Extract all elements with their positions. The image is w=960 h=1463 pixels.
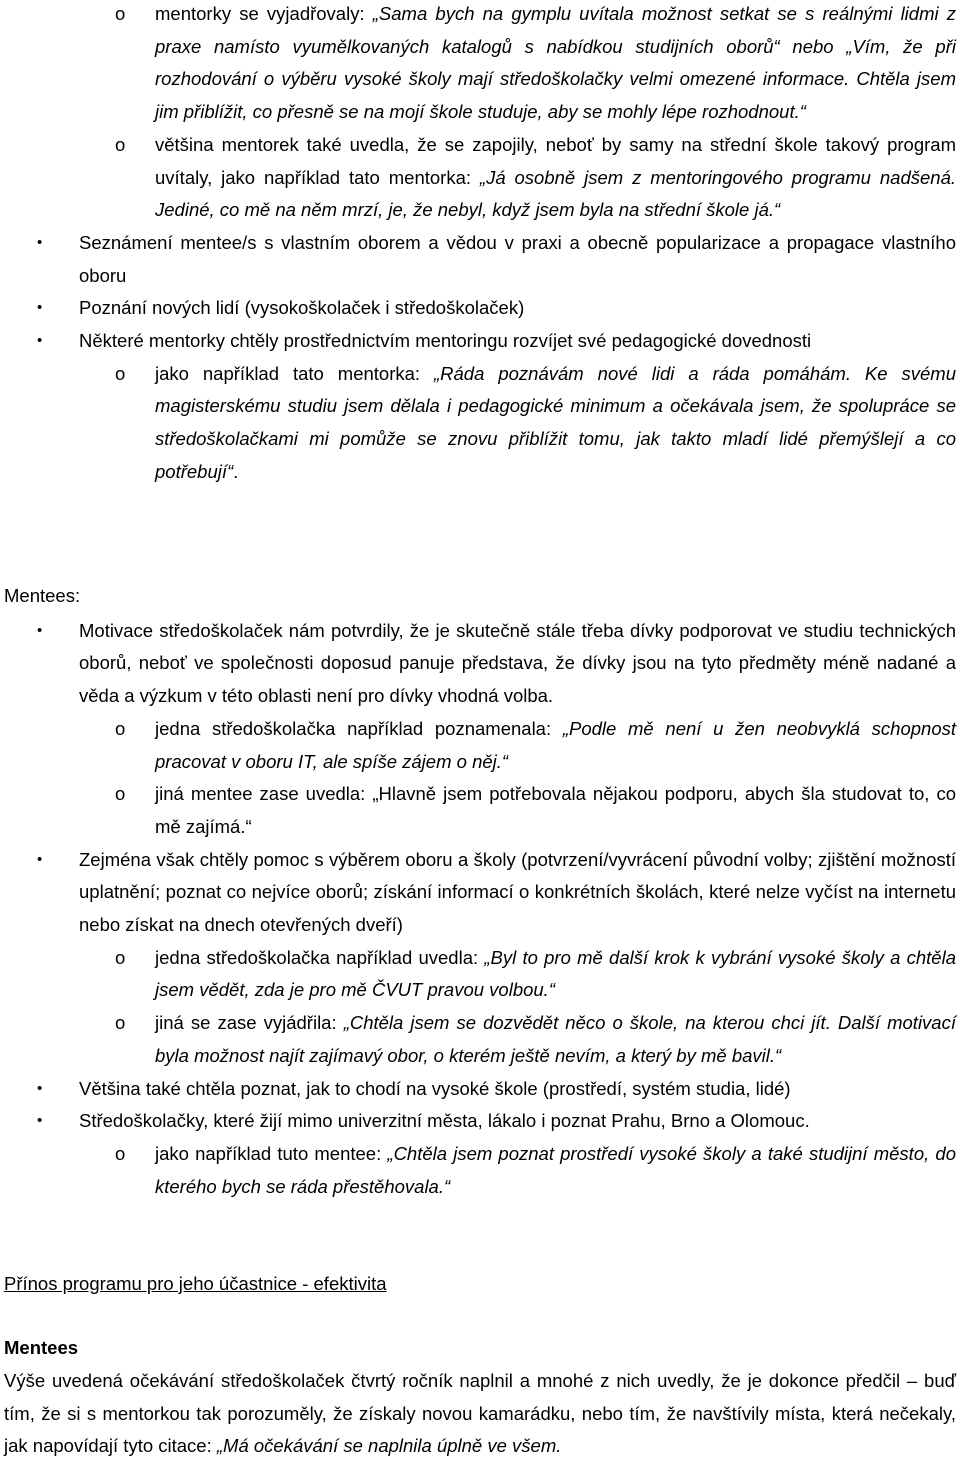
list-text: . (233, 460, 239, 482)
bullet-marker: • (37, 850, 43, 868)
list-text: Většina také chtěla poznat, jak to chodí na vysoké škole (prostředí, systém studia, lidé) (79, 1077, 791, 1099)
final-paragraph (0, 1365, 956, 1463)
list-text: jako například tuto mentee: (155, 1142, 388, 1164)
paragraph-text: Výše uvedená očekávání středoškolaček čtvrtý ročník naplnil a mnohé z nich uvedly, že je dokonce předčil – buď tím, že si s mentorkou tak porozuměly, že získaly novou kamarádku, nebo tím, že navštívily místa, která nečekaly, jak napovídají tyto citace: (4, 1370, 956, 1457)
sub-bullet-it-quote (0, 713, 956, 778)
list-text: jako například tato mentorka: (155, 362, 434, 384)
list-text: Seznámení mentee/s s vlastním oborem a vědou v praxi a obecně popularizace a propagace vlastního oboru (79, 231, 956, 286)
bullet-pedagogical-skills (0, 325, 956, 358)
list-text: Poznání nových lidí (vysokoškolaček i středoškolaček) (79, 297, 525, 319)
bullet-motivation-support (0, 615, 956, 713)
bullet-marker: • (37, 332, 43, 350)
list-text: Zejména však chtěly pomoc s výběrem oboru a školy (potvrzení/vyvrácení původní volby; zjištění možností uplatnění; poznat co nejvíce oborů; získání informací o konkrétních školách, které nelze vyčíst na internetu nebo získat na dnech otevřených dveří) (79, 848, 956, 936)
list-text: jedna středoškolačka například poznamenala: (155, 717, 563, 739)
list-text: jiná mentee zase uvedla: „Hlavně jsem potřebovala nějakou podporu, abych šla studovat to, co mě zajímá.“ (155, 783, 956, 837)
sub-bullet-pedagogical-quote (0, 358, 956, 489)
sub-bullet-school-quote (0, 1007, 956, 1072)
bullet-marker: • (37, 299, 43, 317)
bullet-introduction-field (0, 227, 956, 292)
bullet-marker: • (37, 1112, 43, 1130)
bullet-cities (0, 1105, 956, 1138)
sub-bullet-marker: o (115, 946, 126, 968)
bullet-university-life (0, 1073, 956, 1106)
bullet-meeting-people (0, 292, 956, 325)
quote: „Byl to pro mě další krok k vybrání vysoké školy a chtěla jsem vědět, zda je pro mě ČVUT pravou volbou.“ (155, 946, 956, 1001)
subheading-block (0, 1332, 960, 1365)
quote: „Má očekávání se naplnila úplně ve všem. (216, 1435, 562, 1457)
quote: „Ráda poznávám nové lidi a ráda pomáhám. Ke svému magisterskému studiu jsem dělala i pedagogické minimum a očekávala jsem, že spolupráce se středoškolačkami mi pomůže se znovu přiblížit tomu, jak takto mladí lidé přemýšlejí a co potřebují“ (155, 362, 956, 482)
sub-bullet-marker: o (115, 133, 126, 155)
sub-bullet-marker: o (115, 1012, 126, 1034)
sub-bullet-marker: o (115, 717, 126, 739)
bullet-marker: • (37, 1079, 43, 1097)
list-text: Motivace středoškolaček nám potvrdily, že je skutečně stále třeba dívky podporovat ve studiu technických oborů, neboť ve společnosti doposud panuje představa, že dívky jsou na tyto předměty méně nadané a věda a výzkum v této oblasti není pro dívky vhodná volba. (79, 619, 956, 707)
sub-bullet-support-quote (0, 778, 956, 843)
quote: „Já osobně jsem z mentoringového programu nadšená. Jediné, co mě na něm mrzí, je, že nebyl, když jsem byla na střední škole já.“ (155, 166, 956, 221)
sub-bullet-mentor-would-welcome (0, 129, 956, 227)
mentor-motivation-list (0, 0, 956, 489)
sub-bullet-cvut-quote (0, 942, 956, 1007)
quote: „Chtěla jsem poznat prostředí vysoké školy a také studijní město, do kterého bych se ráda přestěhovala.“ (155, 1142, 956, 1197)
list-text: jedna středoškolačka například uvedla: (155, 946, 485, 968)
list-text: mentorky se vyjadřovaly: (155, 3, 373, 24)
section-heading-block (0, 1268, 960, 1301)
mentees-list-section (0, 580, 956, 1203)
bullet-marker: • (37, 621, 43, 639)
list-text: Některé mentorky chtěly prostřednictvím mentoringu rozvíjet své pedagogické dovednosti (79, 330, 812, 352)
sub-bullet-city-quote (0, 1138, 956, 1203)
sub-bullet-marker: o (115, 783, 126, 805)
list-text: Středoškolačky, které žijí mimo univerzitní města, lákalo i poznat Prahu, Brno a Olomouc. (79, 1110, 810, 1132)
list-text: jiná se zase vyjádřila: (155, 1012, 344, 1034)
mentees-heading: Mentees: (4, 585, 81, 606)
list-text: většina mentorek také uvedla, že se zapojily, neboť by samy na střední škole takový program uvítaly, jako například tato mentorka: (155, 133, 956, 188)
sub-heading: Mentees (4, 1337, 79, 1358)
quote: „Sama bych na gymplu uvítala možnost setkat se s reálnými lidmi z praxe namísto vyumělkovaných katalogů s nabídkou studijních oborů“ nebo „Vím, že při rozhodování o výběru vysoké školy mají středoškolačky velmi omezené informace. Chtěla jsem jim přiblížit, co přesně se na mojí škole studuje, aby se mohly lépe rozhodnout.“ (155, 3, 957, 123)
sub-bullet-marker: o (115, 3, 126, 24)
sub-bullet-marker: o (115, 362, 126, 384)
bullet-marker: • (37, 233, 43, 251)
quote: „Podle mě není u žen neobvyklá schopnost pracovat v oboru IT, ale spíše zájem o něj.“ (155, 717, 957, 772)
bullet-choice-help (0, 844, 956, 942)
sub-bullet-mentor-quotes (0, 0, 956, 129)
quote: „Chtěla jsem se dozvědět něco o škole, na kterou chci jít. Další motivací byla možnost najít zajímavý obor, o kterém ještě nevím, a který by mě bavil.“ (155, 1012, 956, 1066)
section-heading: Přínos programu pro jeho účastnice - efektivita (4, 1273, 387, 1294)
sub-bullet-marker: o (115, 1142, 126, 1164)
